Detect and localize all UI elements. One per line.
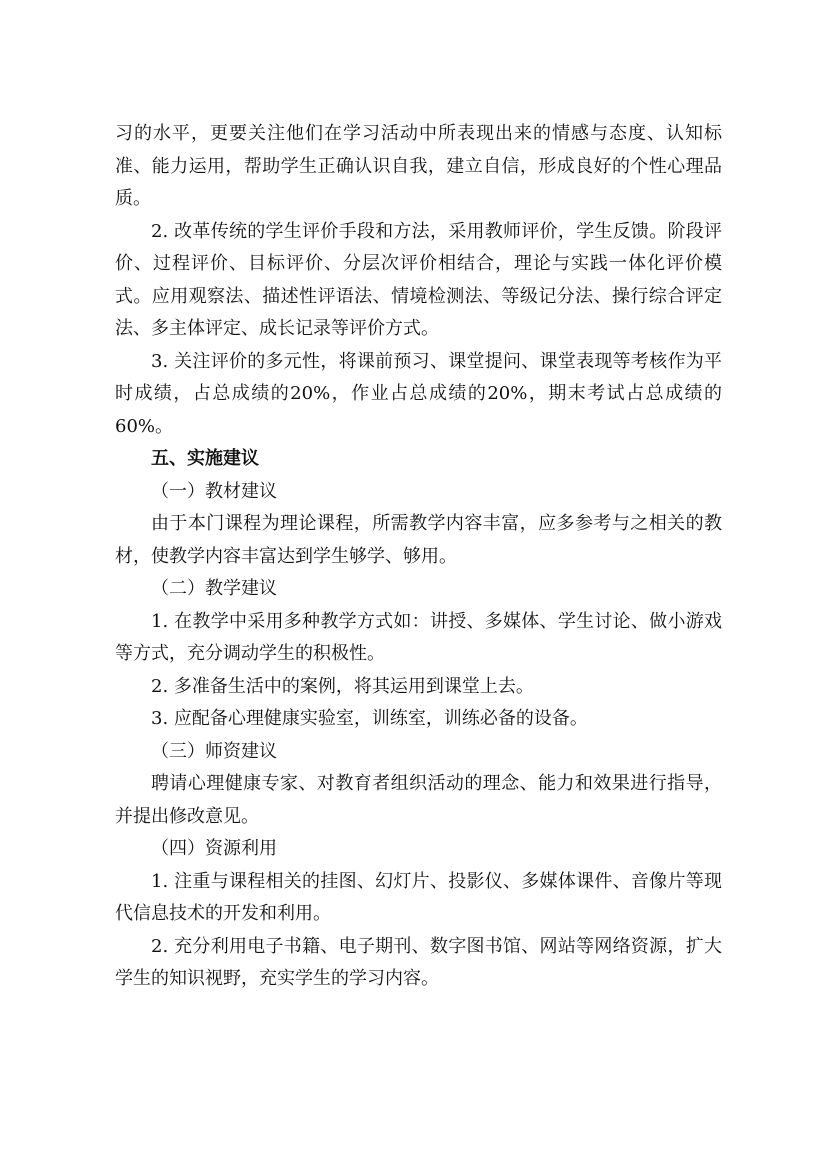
subheading-resources: （四）资源利用 bbox=[151, 838, 277, 859]
paragraph-resources-2: 2. 充分利用电子书籍、电子期刊、数字图书馆、网站等网络资源，扩大学生的知识视野，充实学生的学习内容。 bbox=[115, 935, 722, 989]
paragraph-textbook: 由于本门课程为理论课程，所需教学内容丰富，应多参考与之相关的教材，使教学内容丰富达到学生够学、够用。 bbox=[115, 513, 722, 567]
subheading-teaching: （二）教学建议 bbox=[151, 578, 277, 599]
paragraph-teaching-3: 3. 应配备心理健康实验室，训练室，训练必备的设备。 bbox=[151, 708, 588, 729]
paragraph-resources-1: 1. 注重与课程相关的挂图、幻灯片、投影仪、多媒体课件、音像片等现代信息技术的开发和利用。 bbox=[115, 870, 722, 924]
paragraph-evaluation-diversity: 3. 关注评价的多元性，将课前预习、课堂提问、课堂表现等考核作为平时成绩，占总成绩的20%，作业占总成绩的20%，期末考试占总成绩的60%。 bbox=[115, 350, 722, 437]
paragraph-teaching-1: 1. 在教学中采用多种教学方式如：讲授、多媒体、学生讨论、做小游戏等方式，充分调动学生的积极性。 bbox=[115, 610, 722, 664]
document-body bbox=[115, 118, 722, 996]
subheading-textbook: （一）教材建议 bbox=[151, 480, 277, 502]
section-heading-implementation: 五、实施建议 bbox=[151, 448, 259, 469]
paragraph-continuation: 习的水平，更要关注他们在学习活动中所表现出来的情感与态度、认知标准、能力运用，帮助学生正确认识自我，建立自信，形成良好的个性心理品质。 bbox=[115, 123, 722, 209]
paragraph-evaluation-methods: 2. 改革传统的学生评价手段和方法，采用教师评价，学生反馈。阶段评价、过程评价、目标评价、分层次评价相结合，理论与实践一体化评价模式。应用观察法、描述性评语法、情境检测法、等级记分法、操行综合评定法、多主体评定、成长记录等评价方式。 bbox=[115, 220, 722, 339]
subheading-faculty: （三）师资建议 bbox=[151, 740, 277, 762]
paragraph-faculty: 聘请心理健康专家、对教育者组织活动的理念、能力和效果进行指导，并提出修改意见。 bbox=[115, 773, 722, 827]
paragraph-teaching-2: 2. 多准备生活中的案例，将其运用到课堂上去。 bbox=[151, 675, 534, 697]
